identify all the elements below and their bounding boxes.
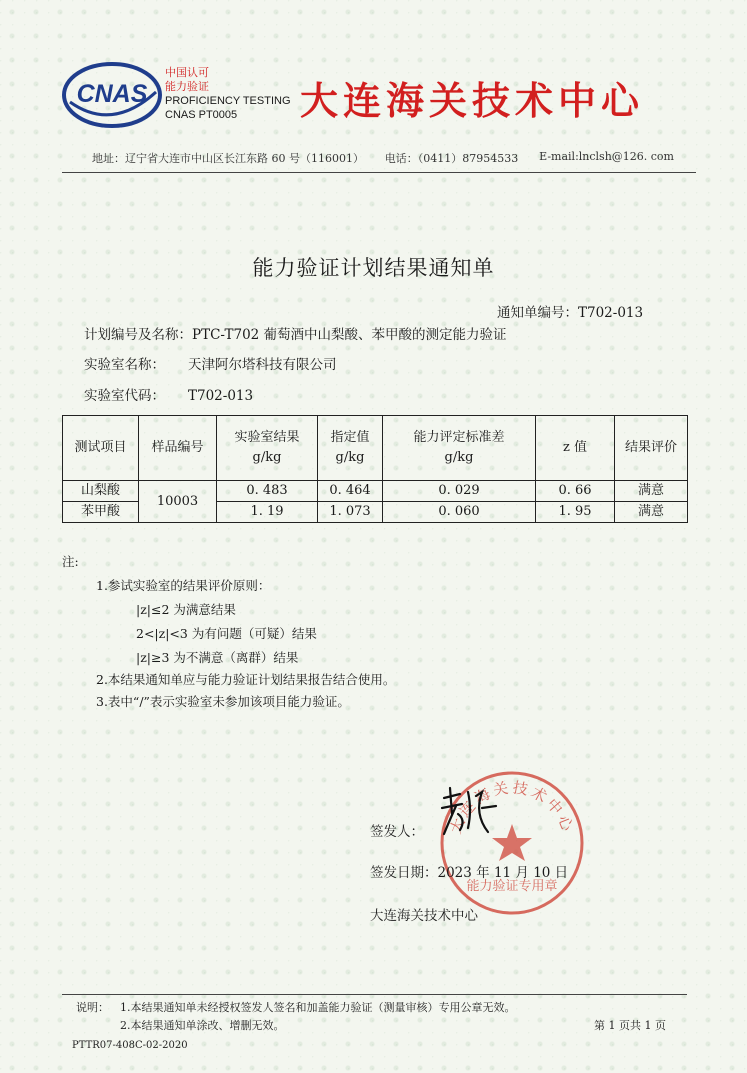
- accreditation-line-2: 能力验证: [165, 81, 209, 93]
- address: 地址：辽宁省大连市中山区长江东路 60 号（116001）: [92, 152, 364, 165]
- contact-line: [92, 150, 674, 166]
- issue-date-line: [370, 861, 568, 881]
- rule-unsatisfactory: |z|≥3 为不满意（离群）结果: [136, 650, 299, 665]
- lab-code-value: T702-013: [188, 388, 254, 404]
- handwritten-signature: [438, 784, 498, 840]
- plan-line: [84, 323, 507, 343]
- header-divider: [62, 172, 696, 173]
- lab-name-label: 实验室名称：: [84, 357, 165, 373]
- plan-label: 计划编号及名称：: [84, 327, 192, 343]
- note-2: 2.本结果通知单应与能力验证计划结果报告结合使用。: [96, 672, 396, 687]
- center-name: 大连海关技术中心: [300, 79, 645, 123]
- issue-date-label: 签发日期：: [370, 865, 438, 881]
- footer-divider: [62, 994, 687, 995]
- lab-code-label: 实验室代码：: [84, 388, 165, 404]
- cnas-logo: [62, 62, 162, 128]
- header-evaluation: 结果评价: [615, 416, 688, 481]
- signer-label: 签发人：: [370, 824, 424, 840]
- document-title: 能力验证计划结果通知单: [252, 256, 495, 280]
- table-row: [63, 481, 688, 502]
- issuing-organization: 大连海关技术中心: [370, 908, 478, 924]
- form-code: PTTR07-408C-02-2020: [72, 1040, 188, 1051]
- footer-note-1: 1.本结果通知单未经授权签发人签名和加盖能力验证（测量审核）专用公章无效。: [120, 1001, 516, 1014]
- header-assigned: 指定值 g/kg: [318, 416, 383, 481]
- lab-name-line: [84, 353, 337, 373]
- cell-sample-no: 10003: [139, 481, 217, 523]
- table-header-row: [63, 416, 688, 481]
- rule-questionable: 2<|z|<3 为有问题（可疑）结果: [136, 626, 317, 641]
- cell-lab-result: 0. 483: [217, 481, 318, 502]
- notice-number: 通知单编号：T702-013: [497, 305, 644, 321]
- rule-satisfactory: |z|≤2 为满意结果: [136, 602, 236, 617]
- lab-name-value: 天津阿尔塔科技有限公司: [188, 357, 337, 373]
- header-sample: 样品编号: [139, 416, 217, 481]
- cell-assigned: 1. 073: [318, 502, 383, 523]
- results-table: [62, 415, 688, 523]
- accreditation-line-1: 中国认可: [165, 67, 209, 79]
- page-number: 第 1 页共 1 页: [594, 1019, 666, 1032]
- header-item: 测试项目: [63, 416, 139, 481]
- email: E-mail:lnclsh@126. com: [539, 150, 674, 163]
- note-1: 1.参试实验室的结果评价原则：: [96, 578, 271, 593]
- header-z: z 值: [536, 416, 615, 481]
- notes-heading: 注:: [62, 554, 79, 569]
- lab-code-line: [84, 384, 253, 404]
- footer-label: 说明：: [76, 1001, 109, 1014]
- accreditation-block: [165, 66, 291, 122]
- plan-value: PTC-T702 葡萄酒中山梨酸、苯甲酸的测定能力验证: [192, 327, 507, 343]
- cell-sd: 0. 029: [383, 481, 536, 502]
- footer-note-2: 2.本结果通知单涂改、增删无效。: [120, 1019, 285, 1032]
- issue-date-value: 2023 年 11 月 10 日: [437, 865, 569, 881]
- phone: 电话：（0411）87954533: [384, 152, 519, 165]
- cell-assigned: 0. 464: [318, 481, 383, 502]
- accreditation-line-4: CNAS PT0005: [165, 109, 238, 121]
- svg-text:能力验证专用章: 能力验证专用章: [466, 879, 558, 894]
- cell-item: 苯甲酸: [63, 502, 139, 523]
- cell-evaluation: 满意: [615, 502, 688, 523]
- cell-lab-result: 1. 19: [217, 502, 318, 523]
- header-lab-result: 实验室结果 g/kg: [217, 416, 318, 481]
- cell-item: 山梨酸: [63, 481, 139, 502]
- cell-z: 1. 95: [536, 502, 615, 523]
- logo-text: CNAS: [76, 80, 148, 108]
- cell-z: 0. 66: [536, 481, 615, 502]
- svg-text:大连海关技术中心: 大连海关技术中心: [446, 778, 578, 837]
- accreditation-line-3: PROFICIENCY TESTING: [165, 95, 291, 107]
- header-sd: 能力评定标准差 g/kg: [383, 416, 536, 481]
- note-3: 3.表中“/”表示实验室未参加该项目能力验证。: [96, 694, 350, 709]
- cell-sd: 0. 060: [383, 502, 536, 523]
- cell-evaluation: 满意: [615, 481, 688, 502]
- signer-line: [370, 820, 424, 840]
